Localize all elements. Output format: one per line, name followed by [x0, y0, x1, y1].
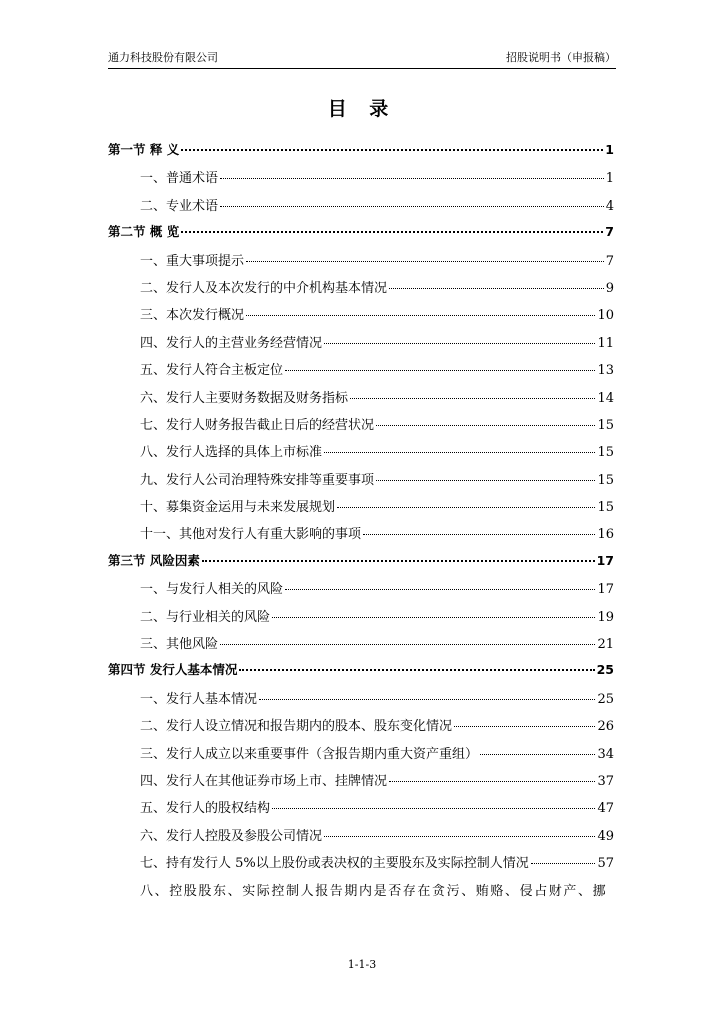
toc-leader-dots — [181, 231, 603, 233]
toc-page-number: 57 — [597, 856, 614, 872]
toc-label: 二、发行人设立情况和报告期内的股本、股东变化情况 — [140, 719, 453, 735]
toc-item[interactable] — [108, 770, 614, 797]
toc-page-number: 15 — [597, 472, 614, 488]
toc-leader-dots — [324, 836, 595, 837]
toc-label: 三、本次发行概况 — [140, 308, 245, 324]
toc-leader-dots — [239, 669, 594, 671]
toc-leader-dots — [285, 370, 595, 371]
toc-page-number: 25 — [597, 691, 614, 707]
page-header — [108, 50, 616, 69]
toc-label: 二、专业术语 — [140, 198, 219, 214]
toc-leader-dots — [350, 398, 595, 399]
toc-leader-dots — [389, 781, 595, 782]
toc-page-number: 21 — [597, 637, 614, 653]
toc-item[interactable] — [108, 578, 614, 605]
toc-label: 三、发行人成立以来重要事件（含报告期内重大资产重组） — [140, 746, 479, 762]
toc-leader-dots — [220, 206, 604, 207]
toc-item[interactable] — [108, 523, 614, 550]
toc-page-number: 15 — [597, 417, 614, 433]
toc-page-number: 4 — [605, 198, 614, 214]
toc-leader-dots — [246, 261, 604, 262]
toc-item[interactable] — [108, 195, 614, 222]
toc-page-number: 49 — [597, 828, 614, 844]
toc-leader-dots — [181, 149, 603, 151]
toc-label: 第四节 发行人基本情况 — [108, 662, 238, 678]
toc-page-number: 7 — [605, 224, 614, 240]
toc-label: 十一、其他对发行人有重大影响的事项 — [140, 527, 362, 543]
toc-label: 九、发行人公司治理特殊安排等重要事项 — [140, 472, 375, 488]
toc-label: 三、其他风险 — [140, 637, 219, 653]
toc-item[interactable] — [108, 852, 614, 879]
toc-leader-dots — [480, 754, 595, 755]
toc-page-number: 15 — [597, 445, 614, 461]
toc-leader-dots — [376, 425, 595, 426]
toc-item[interactable] — [108, 441, 614, 468]
toc-label: 二、发行人及本次发行的中介机构基本情况 — [140, 280, 388, 296]
header-doc-type: 招股说明书（申报稿） — [506, 51, 616, 64]
toc-item[interactable] — [108, 277, 614, 304]
toc-label: 八、控股股东、实际控制人报告期内是否存在贪污、贿赂、侵占财产、挪 — [140, 883, 608, 899]
toc-leader-dots — [272, 808, 595, 809]
toc-label: 八、发行人选择的具体上市标准 — [140, 445, 323, 461]
toc-page-number: 25 — [596, 662, 614, 678]
toc-label: 七、发行人财务报告截止日后的经营状况 — [140, 417, 375, 433]
toc-page-number: 11 — [597, 335, 614, 351]
toc-item[interactable] — [108, 332, 614, 359]
toc-page-number: 1 — [605, 142, 614, 157]
toc-page-number: 47 — [597, 801, 614, 817]
toc-label: 一、普通术语 — [140, 171, 219, 187]
toc-page-number: 17 — [597, 582, 614, 598]
toc-item[interactable] — [108, 688, 614, 715]
toc-leader-dots — [220, 178, 604, 179]
toc-item[interactable] — [108, 715, 614, 742]
table-of-contents — [108, 140, 614, 907]
toc-page-number: 19 — [597, 609, 614, 625]
toc-item[interactable] — [108, 167, 614, 194]
toc-leader-dots — [324, 343, 595, 344]
toc-page-number: 16 — [597, 527, 614, 543]
toc-item[interactable] — [108, 304, 614, 331]
toc-item[interactable] — [108, 797, 614, 824]
toc-label: 四、发行人的主营业务经营情况 — [140, 335, 323, 351]
toc-item[interactable] — [108, 606, 614, 633]
toc-leader-dots — [220, 644, 595, 645]
toc-item[interactable] — [108, 469, 614, 496]
toc-item[interactable] — [108, 359, 614, 386]
toc-label: 一、发行人基本情况 — [140, 691, 258, 707]
toc-label: 六、发行人主要财务数据及财务指标 — [140, 390, 349, 406]
toc-label: 第一节 释 义 — [108, 142, 180, 157]
toc-section[interactable] — [108, 140, 614, 167]
toc-item[interactable] — [108, 387, 614, 414]
toc-label: 五、发行人的股权结构 — [140, 801, 271, 817]
toc-label: 一、与发行人相关的风险 — [140, 582, 284, 598]
toc-label: 五、发行人符合主板定位 — [140, 363, 284, 379]
toc-label: 十、募集资金运用与未来发展规划 — [140, 500, 336, 516]
toc-label: 二、与行业相关的风险 — [140, 609, 271, 625]
toc-leader-dots — [376, 480, 595, 481]
toc-item[interactable] — [108, 880, 614, 907]
toc-page-number: 26 — [597, 719, 614, 735]
toc-page-number: 34 — [597, 746, 614, 762]
toc-label: 第二节 概 览 — [108, 224, 180, 240]
toc-section[interactable] — [108, 660, 614, 687]
toc-item[interactable] — [108, 250, 614, 277]
toc-leader-dots — [285, 589, 595, 590]
toc-page-number: 14 — [597, 390, 614, 406]
toc-label: 四、发行人在其他证券市场上市、挂牌情况 — [140, 773, 388, 789]
toc-item[interactable] — [108, 825, 614, 852]
page-number: 1-1-3 — [347, 958, 377, 971]
toc-leader-dots — [272, 617, 595, 618]
toc-leader-dots — [337, 507, 595, 508]
toc-page-number: 7 — [605, 253, 614, 269]
toc-leader-dots — [202, 560, 595, 562]
toc-leader-dots — [531, 863, 596, 864]
toc-leader-dots — [324, 452, 595, 453]
toc-page-number: 1 — [605, 171, 614, 187]
toc-leader-dots — [454, 726, 595, 727]
toc-page-number: 37 — [597, 773, 614, 789]
toc-label: 七、持有发行人 5%以上股份或表决权的主要股东及实际控制人情况 — [140, 856, 529, 872]
toc-page-number: 13 — [597, 363, 614, 379]
toc-page-number: 10 — [597, 308, 614, 324]
toc-page-number: 9 — [605, 280, 614, 296]
toc-item[interactable] — [108, 414, 614, 441]
toc-leader-dots — [259, 699, 595, 700]
toc-leader-dots — [363, 534, 595, 535]
toc-page-number: 17 — [596, 552, 614, 568]
toc-label: 一、重大事项提示 — [140, 253, 245, 269]
toc-item[interactable] — [108, 633, 614, 660]
toc-item[interactable] — [108, 743, 614, 770]
toc-label: 第三节 风险因素 — [108, 552, 200, 568]
toc-page-number: 15 — [597, 500, 614, 516]
toc-section[interactable] — [108, 551, 614, 578]
toc-leader-dots — [246, 315, 595, 316]
toc-label: 六、发行人控股及参股公司情况 — [140, 828, 323, 844]
page-title: 目 录 — [327, 98, 397, 120]
toc-leader-dots — [389, 288, 604, 289]
header-company: 通力科技股份有限公司 — [108, 51, 218, 64]
toc-item[interactable] — [108, 496, 614, 523]
toc-section[interactable] — [108, 222, 614, 249]
